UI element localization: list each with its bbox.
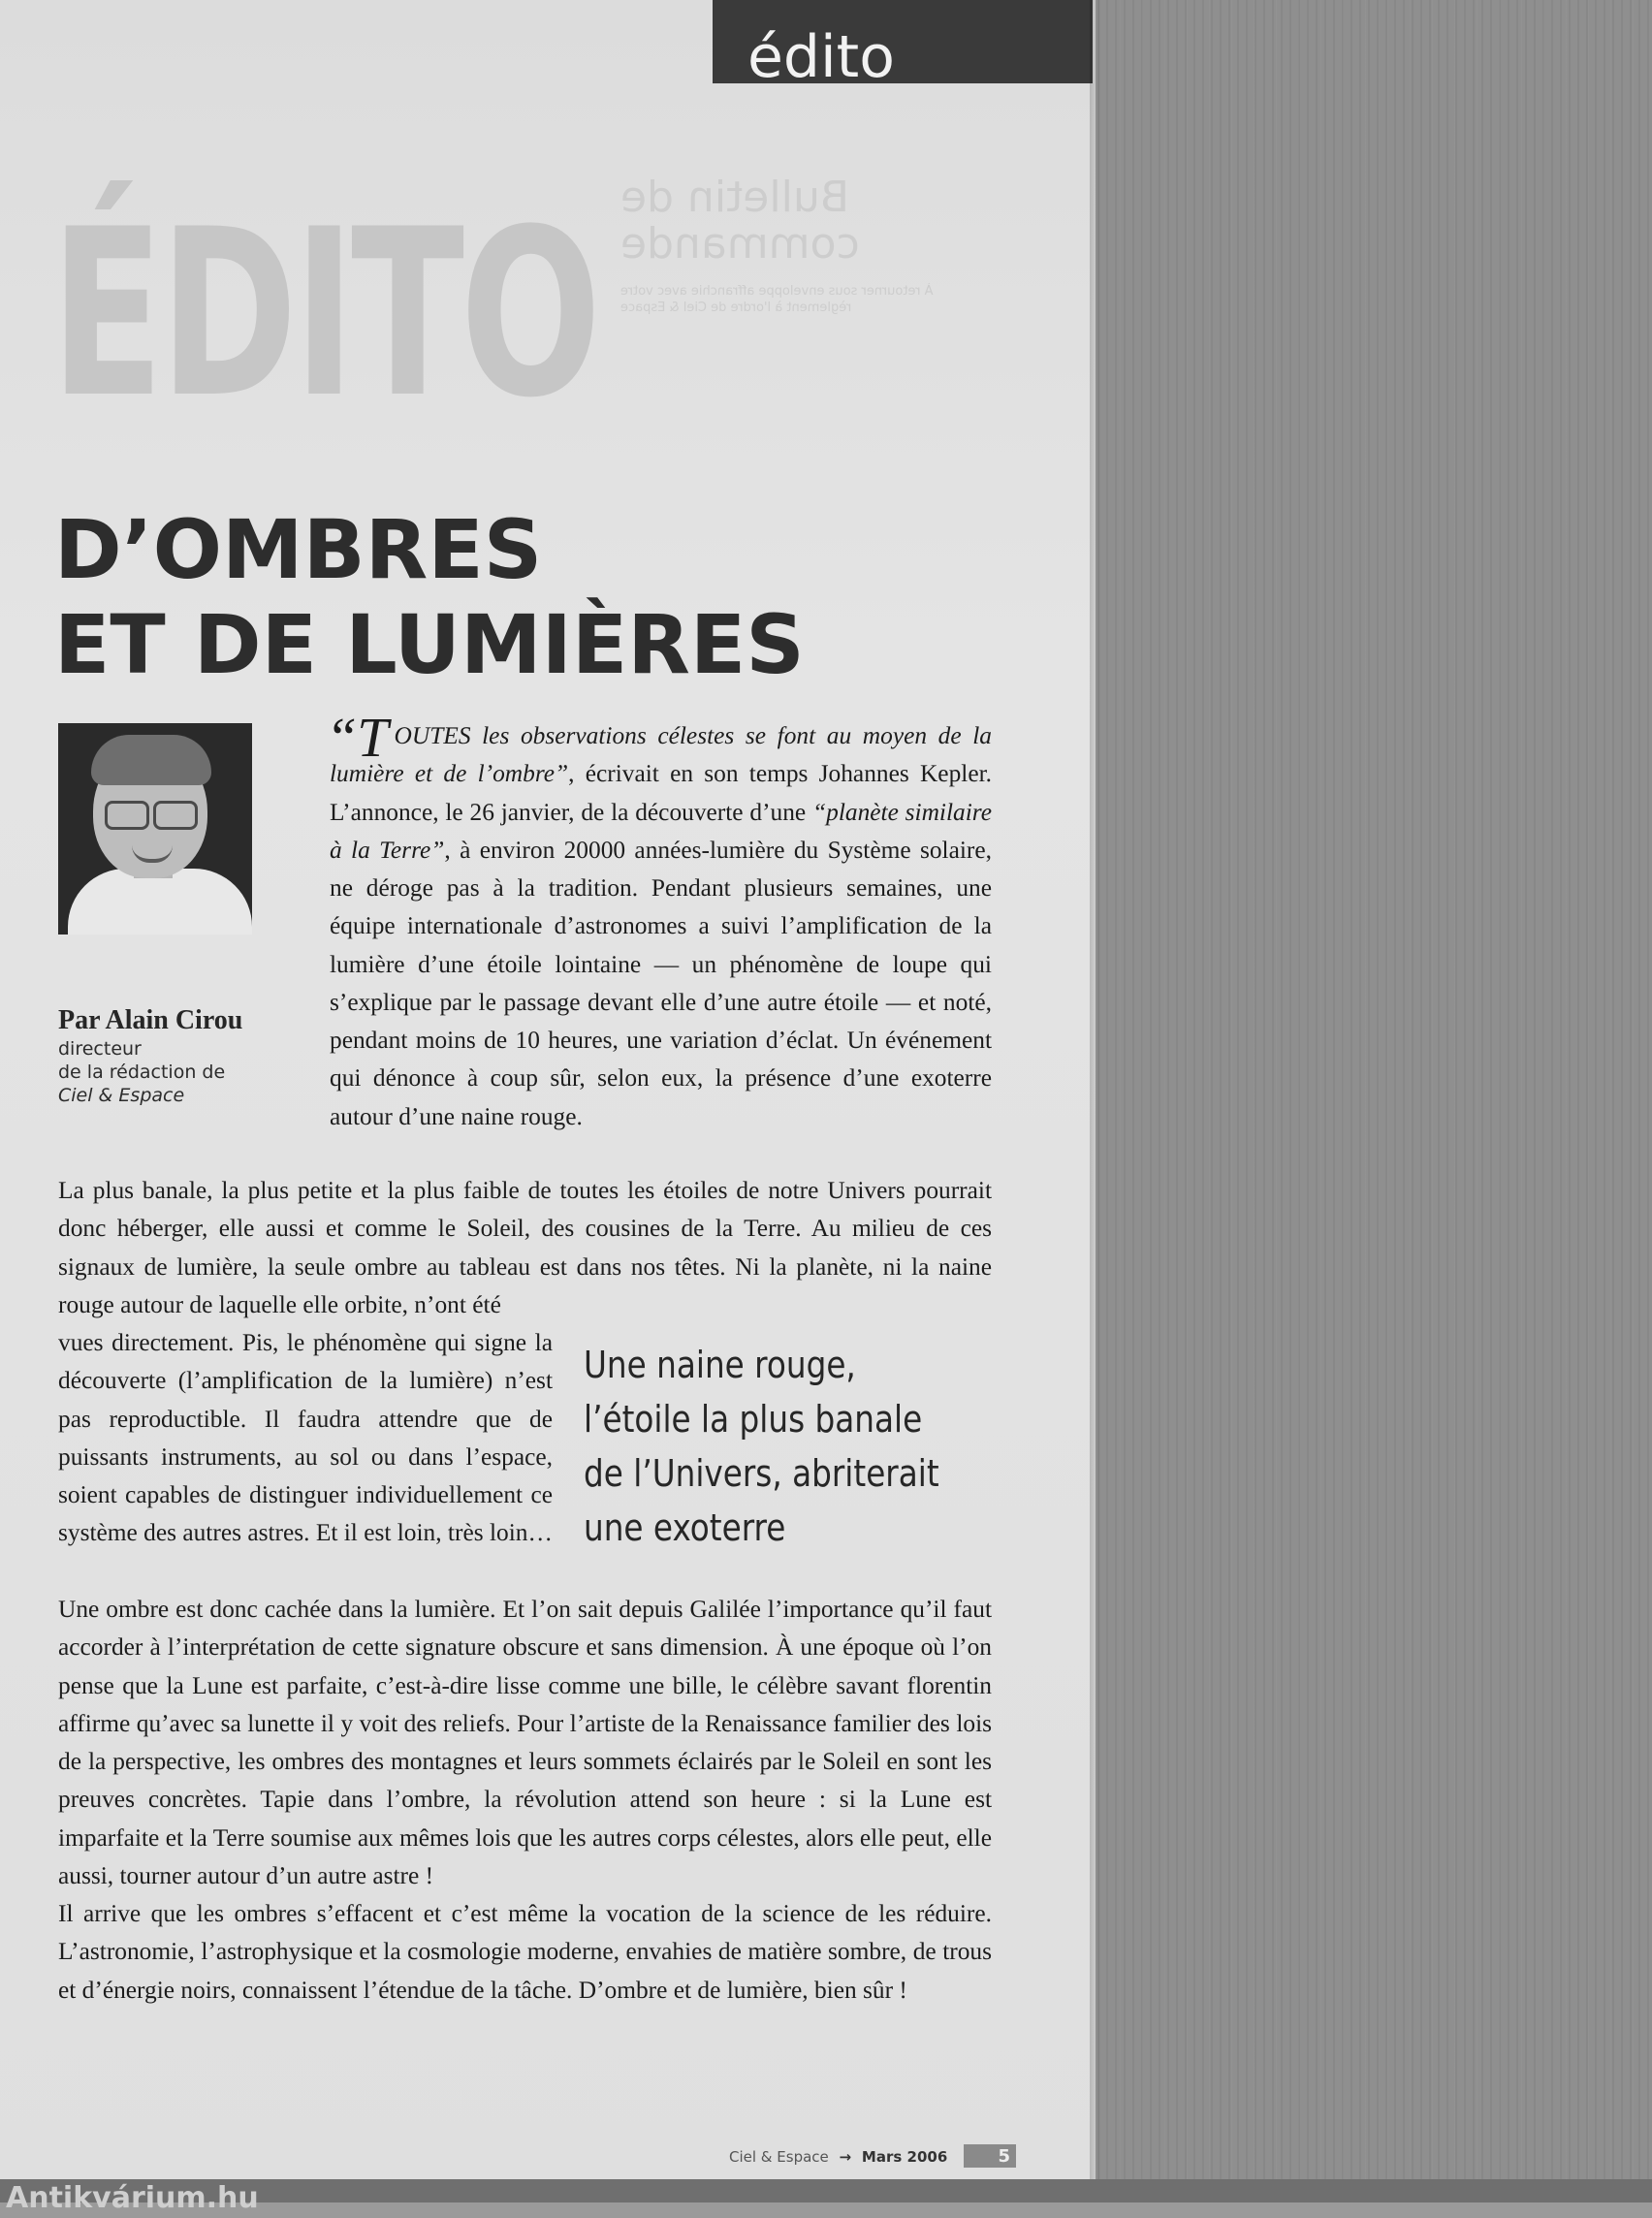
section-tab: édito <box>713 0 1093 83</box>
author-role-2: de la rédaction de <box>58 1061 226 1083</box>
footer-magazine: Ciel & Espace <box>729 2148 829 2166</box>
footer-date: Mars 2006 <box>861 2148 948 2166</box>
watermark-strip <box>0 2179 1652 2215</box>
background-surface <box>1097 0 1652 2202</box>
author-photo <box>58 723 252 935</box>
page-footer <box>729 2144 1016 2170</box>
paragraph-3: vues directement. Pis, le phénomène qui signe la découverte (l’amplification de la lumière) n’est pas reproductible. Il faudra attendre que de puissants instruments, au sol ou dans l’espace, soient capables de distinguer individuellement ce système des autres astres. Et il est loin, très loin… <box>58 1329 553 1547</box>
show-through-box <box>620 174 960 316</box>
title-line-1: D’OMBRES <box>54 502 543 597</box>
closing-paragraphs <box>58 1591 992 2010</box>
quote-kepler: OUTES les observations célestes se font au moyen de la lumière et de l’ombre” <box>330 722 992 788</box>
byline <box>58 1004 281 1107</box>
quote-planet: “planète similaire à la Terre” <box>330 798 992 864</box>
pull-quote: Une naine rouge, l’étoile la plus banale de l’Univers, abriterait une exoterre <box>584 1344 939 1549</box>
author-role: directeur <box>58 1038 142 1060</box>
drop-cap: “T <box>326 706 389 769</box>
page-number: 5 <box>964 2144 1016 2168</box>
title-line-2: ET DE LUMIÈRES <box>54 597 805 692</box>
paragraph-1: “TOUTES les observations célestes se font au moyen de la lumière et de l’ombre”, écrivait en son temps Johannes Kepler. L’annonce, le 26 janvier, de la découverte d’une “planète similaire à la Terre”, à environ 20000 années-lumière du Système solaire, ne déroge pas à la tradition. Pendant plusieurs semaines, une équipe internationale d’astronomes a suivi l’amplification de la lumière d’une étoile lointaine — un phénomène de loupe qui s’explique par le passage devant elle d’une autre étoile — et noté, pendant moins de 10 heures, une variation d’éclat. Un événement qui dénonce à coup sûr, selon eux, la présence d’une exoterre autour d’une naine rouge. <box>326 706 992 1130</box>
watermark-title: ÉDITO <box>50 180 598 449</box>
page-edge-shadow <box>1090 0 1101 2202</box>
paragraph-5: Il arrive que les ombres s’effacent et c’est même la vocation de la science de les réduire. L’astronomie, l’astrophysique et la cosmologie moderne, envahies de matière sombre, de trous et d’énergie noirs, connaissent l’étendue de la tâche. D’ombre et de lumière, bien sûr ! <box>58 1900 992 2004</box>
paragraph-2: La plus banale, la plus petite et la plus faible de toutes les étoiles de notre Univers pourrait donc héberger, elle aussi et comme le Soleil, des cousines de la Terre. Au milieu de ces signaux de lumière, la seule ombre au tableau est dans nos têtes. Ni la planète, ni la naine rouge autour de laquelle elle orbite, n’ont été <box>58 1177 992 1318</box>
show-through-text: À retourner sous enveloppe affranchie avec votre règlement à l'ordre de Ciel & Espace <box>620 284 934 315</box>
article-title <box>54 502 805 692</box>
arrow-right-icon: → <box>839 2148 852 2166</box>
paragraph-4: Une ombre est donc cachée dans la lumière. Et l’on sait depuis Galilée l’importance qu’il faut accorder à l’interprétation de cette signature obscure et sans dimension. À une époque où l’on pense que la Lune est parfaite, c’est-à-dire lisse comme une bille, le célèbre savant florentin affirme qu’avec sa lunette il y voit des reliefs. Pour l’artiste de la Renaissance familier des lois de la perspective, les ombres des montagnes et leurs sommets éclairés par le Soleil en sont les preuves concrètes. Tapie dans l’ombre, la révolution attend son heure : si la Lune est imparfaite et la Terre soumise aux mêmes lois que les autres corps célestes, alors elle peut, elle aussi, tourner autour d’un autre astre ! <box>58 1596 992 1889</box>
watermark-text: Antikvárium.hu <box>6 2181 259 2215</box>
show-through-title: Bulletin de commande <box>620 173 860 269</box>
author-magazine: Ciel & Espace <box>58 1085 185 1106</box>
author-name: Par Alain Cirou <box>58 1005 243 1035</box>
